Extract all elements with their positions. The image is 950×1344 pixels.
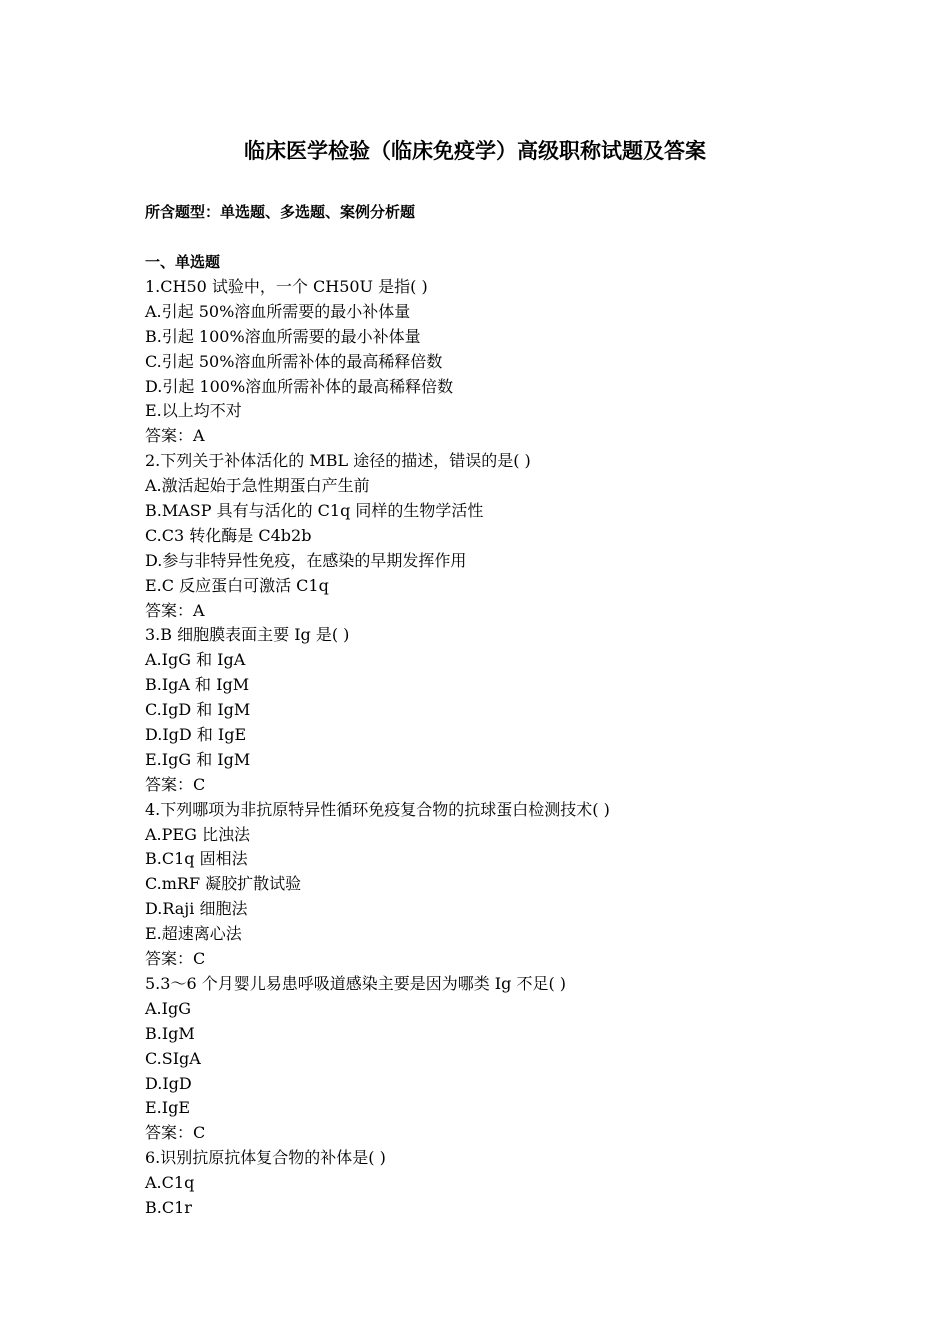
option-b: B.MASP 具有与活化的 C1q 同样的生物学活性 <box>145 501 484 521</box>
question-3 <box>145 623 825 797</box>
question-stem: 6.识别抗原抗体复合物的补体是( ) <box>145 1148 386 1168</box>
question-6 <box>145 1146 825 1221</box>
option-b: B.C1r <box>145 1197 192 1217</box>
option-d: D.参与非特异性免疫，在感染的早期发挥作用 <box>145 550 467 570</box>
question-list <box>145 250 825 1221</box>
option-e: E.IgG 和 IgM <box>145 749 251 769</box>
question-stem: 5.3～6 个月婴儿易患呼吸道感染主要是因为哪类 Ig 不足( ) <box>145 973 567 993</box>
answer-line: 答案：C <box>145 774 206 794</box>
question-2 <box>145 449 825 623</box>
option-b: B.IgA 和 IgM <box>145 675 250 695</box>
option-a: A.PEG 比浊法 <box>145 824 250 844</box>
answer-line: 答案：A <box>145 426 205 446</box>
option-d: D.IgD <box>145 1073 192 1093</box>
question-stem: 1.CH50 试验中，一个 CH50U 是指( ) <box>145 277 428 296</box>
option-a: A.IgG 和 IgA <box>145 650 246 670</box>
option-c: C.IgD 和 IgM <box>145 700 251 720</box>
question-1 <box>145 275 825 449</box>
question-stem: 2.下列关于补体活化的 MBL 途径的描述，错误的是( ) <box>145 451 531 471</box>
option-a: A.IgG <box>145 998 191 1018</box>
answer-line: 答案：C <box>145 1123 206 1143</box>
option-c: C.SIgA <box>145 1048 201 1068</box>
option-a: A.C1q <box>145 1173 195 1193</box>
option-c: C.mRF 凝胶扩散试验 <box>145 874 302 894</box>
section-heading: 一、单选题 <box>145 253 221 271</box>
option-d: D.引起 100%溶血所需补体的最高稀释倍数 <box>145 376 454 396</box>
option-e: E.以上均不对 <box>145 401 242 421</box>
option-a: A.引起 50%溶血所需要的最小补体量 <box>145 301 411 321</box>
question-types-line: 所含题型：单选题、多选题、案例分析题 <box>145 203 416 221</box>
option-b: B.IgM <box>145 1023 195 1043</box>
option-e: E.C 反应蛋白可激活 C1q <box>145 575 329 595</box>
question-stem: 3.B 细胞膜表面主要 Ig 是( ) <box>145 625 350 645</box>
option-b: B.C1q 固相法 <box>145 849 248 869</box>
answer-line: 答案：A <box>145 600 205 620</box>
option-b: B.引起 100%溶血所需要的最小补体量 <box>145 326 421 346</box>
question-stem: 4.下列哪项为非抗原特异性循环免疫复合物的抗球蛋白检测技术( ) <box>145 799 610 819</box>
option-a: A.激活起始于急性期蛋白产生前 <box>145 476 370 496</box>
question-5 <box>145 972 825 1146</box>
document-title: 临床医学检验（临床免疫学）高级职称试题及答案 <box>244 139 706 163</box>
option-d: D.IgD 和 IgE <box>145 725 247 745</box>
option-e: E.IgE <box>145 1098 191 1118</box>
option-c: C.C3 转化酶是 C4b2b <box>145 525 312 545</box>
answer-line: 答案：C <box>145 949 206 969</box>
question-4 <box>145 798 825 972</box>
option-e: E.超速离心法 <box>145 924 242 944</box>
option-c: C.引起 50%溶血所需补体的最高稀释倍数 <box>145 351 443 371</box>
option-d: D.Raji 细胞法 <box>145 899 248 919</box>
